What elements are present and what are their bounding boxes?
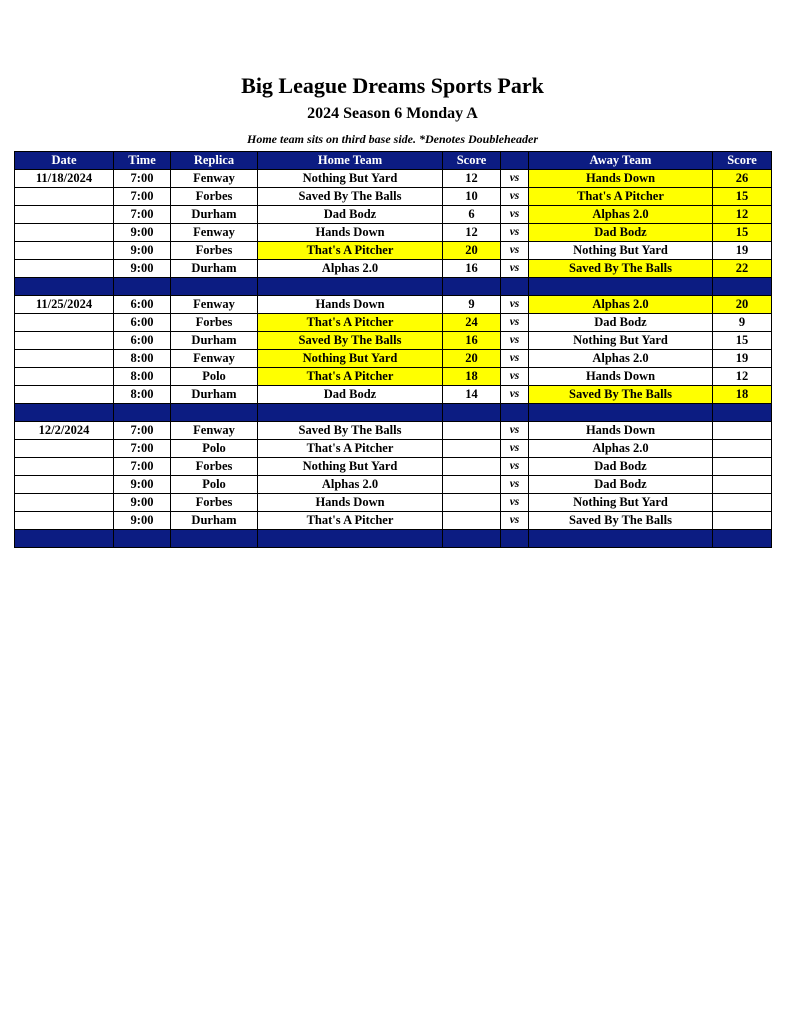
vs-label: vs — [501, 440, 529, 458]
away-score — [713, 494, 772, 512]
away-team: Alphas 2.0 — [529, 296, 713, 314]
home-score — [443, 494, 501, 512]
game-replica: Forbes — [171, 494, 258, 512]
home-score — [443, 440, 501, 458]
game-time: 6:00 — [114, 332, 171, 350]
game-date: 11/18/2024 — [15, 170, 114, 188]
game-replica: Durham — [171, 386, 258, 404]
vs-label: vs — [501, 206, 529, 224]
home-team: Hands Down — [258, 494, 443, 512]
vs-label: vs — [501, 476, 529, 494]
home-score — [443, 458, 501, 476]
vs-label: vs — [501, 296, 529, 314]
game-replica: Fenway — [171, 170, 258, 188]
game-replica: Fenway — [171, 422, 258, 440]
away-team: Hands Down — [529, 422, 713, 440]
game-date: 12/2/2024 — [15, 422, 114, 440]
away-score: 22 — [713, 260, 772, 278]
game-replica: Fenway — [171, 224, 258, 242]
game-row — [15, 170, 772, 188]
away-score — [713, 458, 772, 476]
game-time: 9:00 — [114, 260, 171, 278]
game-replica: Durham — [171, 512, 258, 530]
home-team: That's A Pitcher — [258, 512, 443, 530]
away-score: 15 — [713, 332, 772, 350]
separator-cell — [171, 530, 258, 548]
separator-cell — [114, 278, 171, 296]
game-time: 7:00 — [114, 206, 171, 224]
home-score — [443, 422, 501, 440]
separator-cell — [258, 404, 443, 422]
away-team: Dad Bodz — [529, 314, 713, 332]
separator-cell — [443, 530, 501, 548]
game-date — [15, 242, 114, 260]
game-time: 7:00 — [114, 422, 171, 440]
home-team: Alphas 2.0 — [258, 476, 443, 494]
away-score: 19 — [713, 242, 772, 260]
home-team: Nothing But Yard — [258, 350, 443, 368]
game-row — [15, 386, 772, 404]
game-replica: Polo — [171, 440, 258, 458]
week-separator-row — [15, 404, 772, 422]
separator-cell — [443, 278, 501, 296]
away-team: Saved By The Balls — [529, 512, 713, 530]
separator-cell — [15, 278, 114, 296]
game-date — [15, 206, 114, 224]
separator-cell — [529, 278, 713, 296]
game-time: 7:00 — [114, 440, 171, 458]
away-score — [713, 512, 772, 530]
away-team: Saved By The Balls — [529, 260, 713, 278]
game-replica: Durham — [171, 206, 258, 224]
col-header-vs — [501, 152, 529, 170]
home-score: 16 — [443, 260, 501, 278]
game-row — [15, 440, 772, 458]
separator-cell — [114, 530, 171, 548]
game-row — [15, 350, 772, 368]
separator-cell — [15, 530, 114, 548]
game-row — [15, 260, 772, 278]
away-team: Alphas 2.0 — [529, 350, 713, 368]
home-score — [443, 512, 501, 530]
game-row — [15, 512, 772, 530]
game-time: 8:00 — [114, 386, 171, 404]
separator-cell — [114, 404, 171, 422]
separator-cell — [501, 404, 529, 422]
home-team: Dad Bodz — [258, 206, 443, 224]
header-row — [15, 152, 772, 170]
game-time: 7:00 — [114, 458, 171, 476]
vs-label: vs — [501, 458, 529, 476]
vs-label: vs — [501, 512, 529, 530]
away-team: Nothing But Yard — [529, 494, 713, 512]
home-team: That's A Pitcher — [258, 242, 443, 260]
game-replica: Polo — [171, 368, 258, 386]
separator-cell — [171, 404, 258, 422]
game-time: 9:00 — [114, 494, 171, 512]
home-score: 16 — [443, 332, 501, 350]
separator-cell — [529, 404, 713, 422]
game-replica: Fenway — [171, 296, 258, 314]
separator-cell — [258, 278, 443, 296]
game-date — [15, 314, 114, 332]
vs-label: vs — [501, 260, 529, 278]
game-time: 8:00 — [114, 368, 171, 386]
away-score: 19 — [713, 350, 772, 368]
schedule-table — [14, 151, 772, 548]
game-row — [15, 494, 772, 512]
home-score — [443, 476, 501, 494]
game-date — [15, 332, 114, 350]
game-replica: Forbes — [171, 458, 258, 476]
home-score: 24 — [443, 314, 501, 332]
game-row — [15, 332, 772, 350]
away-team: Alphas 2.0 — [529, 206, 713, 224]
home-team: Alphas 2.0 — [258, 260, 443, 278]
game-row — [15, 296, 772, 314]
game-replica: Forbes — [171, 314, 258, 332]
vs-label: vs — [501, 224, 529, 242]
home-score: 9 — [443, 296, 501, 314]
home-team: That's A Pitcher — [258, 440, 443, 458]
home-team: Hands Down — [258, 224, 443, 242]
home-score: 10 — [443, 188, 501, 206]
game-replica: Polo — [171, 476, 258, 494]
game-date — [15, 494, 114, 512]
col-header-home-team: Home Team — [258, 152, 443, 170]
vs-label: vs — [501, 188, 529, 206]
game-row — [15, 242, 772, 260]
game-date — [15, 440, 114, 458]
game-time: 9:00 — [114, 224, 171, 242]
home-score: 18 — [443, 368, 501, 386]
home-score: 14 — [443, 386, 501, 404]
page-title: Big League Dreams Sports Park — [241, 73, 544, 98]
game-time: 7:00 — [114, 170, 171, 188]
away-score: 15 — [713, 188, 772, 206]
away-score: 12 — [713, 206, 772, 224]
game-replica: Forbes — [171, 242, 258, 260]
game-time: 9:00 — [114, 512, 171, 530]
vs-label: vs — [501, 170, 529, 188]
away-score: 12 — [713, 368, 772, 386]
home-team: Nothing But Yard — [258, 458, 443, 476]
away-score — [713, 440, 772, 458]
home-team: Saved By The Balls — [258, 188, 443, 206]
game-row — [15, 422, 772, 440]
home-score: 12 — [443, 224, 501, 242]
col-header-away-team: Away Team — [529, 152, 713, 170]
separator-cell — [501, 530, 529, 548]
away-team: Saved By The Balls — [529, 386, 713, 404]
col-header-home-score: Score — [443, 152, 501, 170]
separator-cell — [529, 530, 713, 548]
col-header-replica: Replica — [171, 152, 258, 170]
away-score: 26 — [713, 170, 772, 188]
col-header-time: Time — [114, 152, 171, 170]
game-row — [15, 224, 772, 242]
game-date — [15, 188, 114, 206]
vs-label: vs — [501, 368, 529, 386]
game-replica: Forbes — [171, 188, 258, 206]
col-header-date: Date — [15, 152, 114, 170]
away-team: Nothing But Yard — [529, 332, 713, 350]
home-team: That's A Pitcher — [258, 368, 443, 386]
away-team: Alphas 2.0 — [529, 440, 713, 458]
game-date — [15, 476, 114, 494]
game-replica: Durham — [171, 260, 258, 278]
vs-label: vs — [501, 422, 529, 440]
game-date: 11/25/2024 — [15, 296, 114, 314]
game-time: 6:00 — [114, 314, 171, 332]
game-time: 7:00 — [114, 188, 171, 206]
page-note: Home team sits on third base side. *Denotes Doubleheader — [247, 132, 538, 146]
vs-label: vs — [501, 494, 529, 512]
away-score: 15 — [713, 224, 772, 242]
vs-label: vs — [501, 386, 529, 404]
vs-label: vs — [501, 314, 529, 332]
home-team: That's A Pitcher — [258, 314, 443, 332]
separator-cell — [713, 404, 772, 422]
home-score: 20 — [443, 350, 501, 368]
game-date — [15, 350, 114, 368]
game-time: 6:00 — [114, 296, 171, 314]
game-row — [15, 314, 772, 332]
schedule-body — [15, 170, 772, 548]
separator-cell — [171, 278, 258, 296]
away-score: 9 — [713, 314, 772, 332]
game-replica: Durham — [171, 332, 258, 350]
game-date — [15, 260, 114, 278]
away-team: Dad Bodz — [529, 458, 713, 476]
game-row — [15, 476, 772, 494]
away-score — [713, 476, 772, 494]
away-team: Nothing But Yard — [529, 242, 713, 260]
game-time: 9:00 — [114, 242, 171, 260]
game-row — [15, 206, 772, 224]
separator-cell — [713, 530, 772, 548]
away-team: Hands Down — [529, 368, 713, 386]
home-score: 12 — [443, 170, 501, 188]
game-row — [15, 188, 772, 206]
vs-label: vs — [501, 242, 529, 260]
home-team: Nothing But Yard — [258, 170, 443, 188]
separator-cell — [501, 278, 529, 296]
game-date — [15, 368, 114, 386]
away-score: 18 — [713, 386, 772, 404]
away-score: 20 — [713, 296, 772, 314]
game-time: 8:00 — [114, 350, 171, 368]
separator-cell — [443, 404, 501, 422]
home-score: 6 — [443, 206, 501, 224]
page-subtitle: 2024 Season 6 Monday A — [307, 105, 478, 122]
game-date — [15, 224, 114, 242]
week-separator-row — [15, 530, 772, 548]
home-team: Hands Down — [258, 296, 443, 314]
separator-cell — [258, 530, 443, 548]
home-team: Saved By The Balls — [258, 422, 443, 440]
col-header-away-score: Score — [713, 152, 772, 170]
away-team: Dad Bodz — [529, 476, 713, 494]
game-date — [15, 512, 114, 530]
vs-label: vs — [501, 332, 529, 350]
vs-label: vs — [501, 350, 529, 368]
away-team: That's A Pitcher — [529, 188, 713, 206]
week-separator-row — [15, 278, 772, 296]
game-date — [15, 386, 114, 404]
separator-cell — [15, 404, 114, 422]
home-score: 20 — [443, 242, 501, 260]
away-team: Hands Down — [529, 170, 713, 188]
home-team: Dad Bodz — [258, 386, 443, 404]
away-score — [713, 422, 772, 440]
away-team: Dad Bodz — [529, 224, 713, 242]
game-time: 9:00 — [114, 476, 171, 494]
game-date — [15, 458, 114, 476]
home-team: Saved By The Balls — [258, 332, 443, 350]
game-row — [15, 458, 772, 476]
separator-cell — [713, 278, 772, 296]
game-row — [15, 368, 772, 386]
game-replica: Fenway — [171, 350, 258, 368]
